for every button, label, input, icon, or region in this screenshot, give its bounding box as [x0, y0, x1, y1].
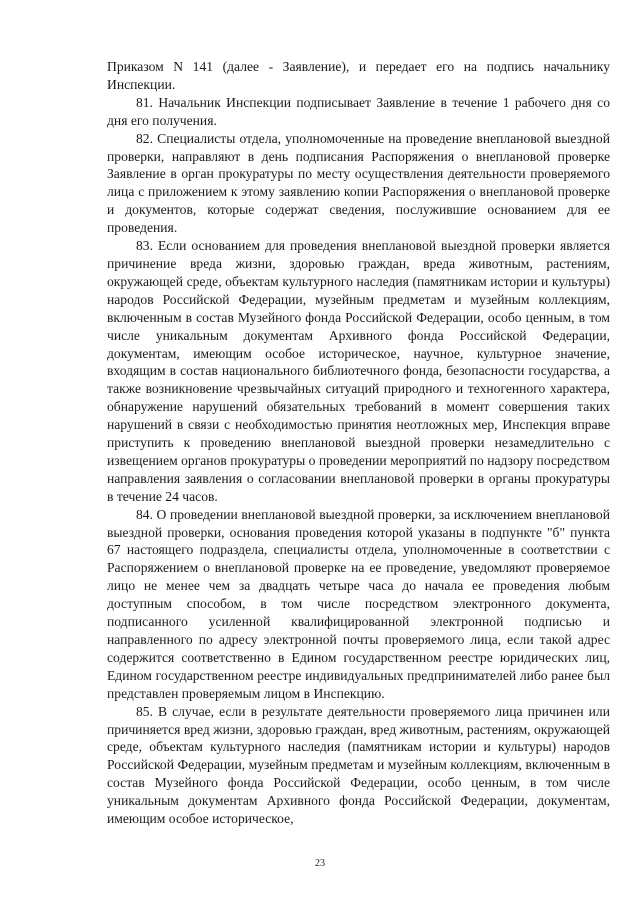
paragraph-82: 82. Специалисты отдела, уполномоченные на проведение внеплановой выездной проверки, направляют в день подписания Распоряжения о внеплановой проверке Заявление в орган прокуратуры по месту осуществления деятельности проверяемого лица с приложением к этому заявлению копии Распоряжения о внеплановой проверке и документов, которые содержат сведения, послужившие основанием для ее проведения.: [107, 130, 610, 236]
paragraph-83: 83. Если основанием для проведения внеплановой выездной проверки является причинение вреда жизни, здоровью граждан, вреда животным, растениям, окружающей среде, объектам культурного наследия (памятникам истории и культуры) народов Российской Федерации, музейным предметам и музейным коллекциям, включенным в состав Музейного фонда Российской Федерации, особо ценным, в том числе уникальным документам Архивного фонда Российской Федерации, документам, имеющим особое историческое, научное, культурное значение, входящим в состав национального библиотечного фонда, безопасности государства, а также возникновение чрезвычайных ситуаций природного и техногенного характера, обнаружение нарушений обязательных требований в момент совершения таких нарушений в связи с необходимостью принятия неотложных мер, Инспекция вправе приступить к проведению внеплановой выездной проверки незамедлительно с извещением органов прокуратуры о проведении мероприятий по надзору посредством направления заявления о согласовании внеплановой проверки в органы прокуратуры в течение 24 часов.: [107, 238, 610, 504]
page-number: 23: [315, 858, 325, 869]
paragraph-continuation: Приказом N 141 (далее - Заявление), и передает его на подпись начальнику Инспекции.: [107, 59, 610, 92]
paragraph-81: 81. Начальник Инспекции подписывает Заявление в течение 1 рабочего дня со дня его получения.: [107, 94, 610, 128]
paragraph-85: 85. В случае, если в результате деятельности проверяемого лица причинен или причиняется вред жизни, здоровью граждан, вред животным, растениям, окружающей среде, объектам культурного наследия (памятникам истории и культуры) народов Российской Федерации, музейным предметам и музейным коллекциям, включенным в состав Музейного фонда Российской Федерации, особо ценным, в том числе уникальным документам Архивного фонда Российской Федерации, документам, имеющим особое историческое,: [107, 703, 610, 827]
paragraph-84: 84. О проведении внеплановой выездной проверки, за исключением внеплановой выездной проверки, основания проведения которой указаны в подпункте "б" пункта 67 настоящего подраздела, специалисты отдела, уполномоченные в соответствии с Распоряжением о внеплановой проверке на ее проведение, уведомляют проверяемое лицо не менее чем за двадцать четыре часа до начала ее проведения любым доступным способом, в том числе посредством электронного документа, подписанного усиленной квалифицированной электронной подписью и направленного по адресу электронной почты проверяемого лица, если такой адрес содержится соответственно в Едином государственном реестре юридических лиц, Едином государственном реестре индивидуальных предпринимателей либо ранее был представлен проверяемым лицом в Инспекцию.: [107, 506, 610, 701]
document-page: [107, 58, 610, 828]
